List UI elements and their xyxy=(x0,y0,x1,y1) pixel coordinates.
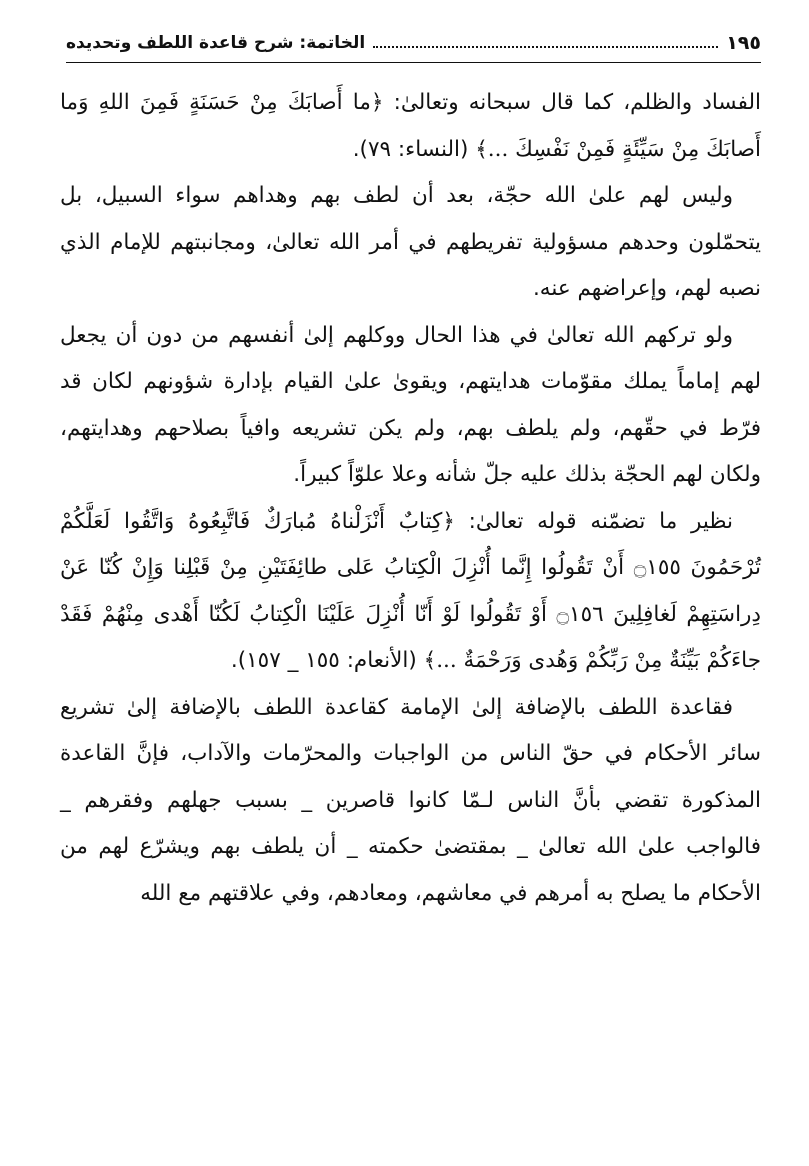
header-rule xyxy=(66,62,761,63)
quran-verse: ﴿كِتابٌ أَنْزَلْناهُ مُبارَكٌ فَاتَّبِعُوهُ وَاتَّقُوا لَعَلَّكُمْ تُرْحَمُونَ ۝١٥٥ أَنْ تَقُولُوا إِنَّما أُنْزِلَ الْكِتابُ عَلى طائِفَتَيْنِ مِنْ قَبْلِنا وَإِنْ كُنّا عَنْ دِراسَتِهِمْ لَغافِلِينَ ۝١٥٦ أَوْ تَقُولُوا لَوْ أَنّا أُنْزِلَ عَلَيْنَا الْكِتابُ لَكُنّا أَهْدى مِنْهُمْ فَقَدْ جاءَكُمْ بَيِّنَةٌ مِنْ رَبِّكُمْ وَهُدى وَرَحْمَةٌ ...﴾ xyxy=(60,508,762,673)
verse-citation: (الأنعام: ١٥٥ _ ١٥٧). xyxy=(230,648,424,673)
chapter-title: الخاتمة: شرح قاعدة اللطف وتحديده xyxy=(66,33,366,53)
text-segment: وليس لهم علىٰ الله حجّة، بعد أن لطف بهم وهداهم سواء السبيل، بل يتحمّلون وحدهم مسؤولية تفريطهم في أمر الله تعالىٰ، ومجانبتهم للإمام الذي نصبه لهم، وإعراضهم عنه. xyxy=(60,183,761,301)
text-segment: الفساد والظلم، كما قال سبحانه وتعالىٰ: xyxy=(383,90,761,115)
running-header xyxy=(66,28,761,58)
paragraph-4 xyxy=(60,499,761,685)
page-body xyxy=(60,80,761,917)
text-segment: فقاعدة اللطف بالإضافة إلىٰ الإمامة كقاعدة اللطف بالإضافة إلىٰ تشريع سائر الأحكام في حقّ الناس من الواجبات والمحرّمات والآداب، فإنَّ القاعدة المذكورة تقضي بأنَّ الناس لـمّا كانوا قاصرين _ بسبب جهلهم وفقرهم _ فالواجب علىٰ الله تعالىٰ _ بمقتضىٰ حكمته _ أن يلطف بهم ويشرّع لهم من الأحكام ما يصلح به أمرهم في معاشهم، ومعادهم، وفي علاقتهم مع الله xyxy=(60,694,761,906)
text-segment: نظير ما تضمّنه قوله تعالىٰ: xyxy=(454,508,733,534)
paragraph-1 xyxy=(60,80,761,173)
verse-citation: (النساء: ٧٩). xyxy=(352,136,476,162)
page-number: ١٩٥ xyxy=(726,32,761,54)
quran-verse: ﴿ما أَصابَكَ مِنْ حَسَنَةٍ فَمِنَ اللهِ وَما أَصابَكَ مِنْ سَيِّئَةٍ فَمِنْ نَفْسِكَ ...﴾ xyxy=(60,90,761,162)
text-segment: ولو تركهم الله تعالىٰ في هذا الحال ووكلهم إلىٰ أنفسهم من دون أن يجعل لهم إماماً يملك مقوّمات هدايتهم، ويقوىٰ علىٰ القيام بإدارة شؤونهم لكان قد فرّط في حقّهم، ولم يلطف بهم، ولم يكن تشريعه وافياً بصلاحهم وهدايتهم، ولكان لهم الحجّة بذلك عليه جلّ شأنه وعلا علوّاً كبيراً. xyxy=(60,322,761,487)
paragraph-3 xyxy=(60,313,761,499)
paragraph-5 xyxy=(60,685,761,918)
paragraph-2 xyxy=(60,173,761,313)
leader-dots xyxy=(373,46,718,48)
